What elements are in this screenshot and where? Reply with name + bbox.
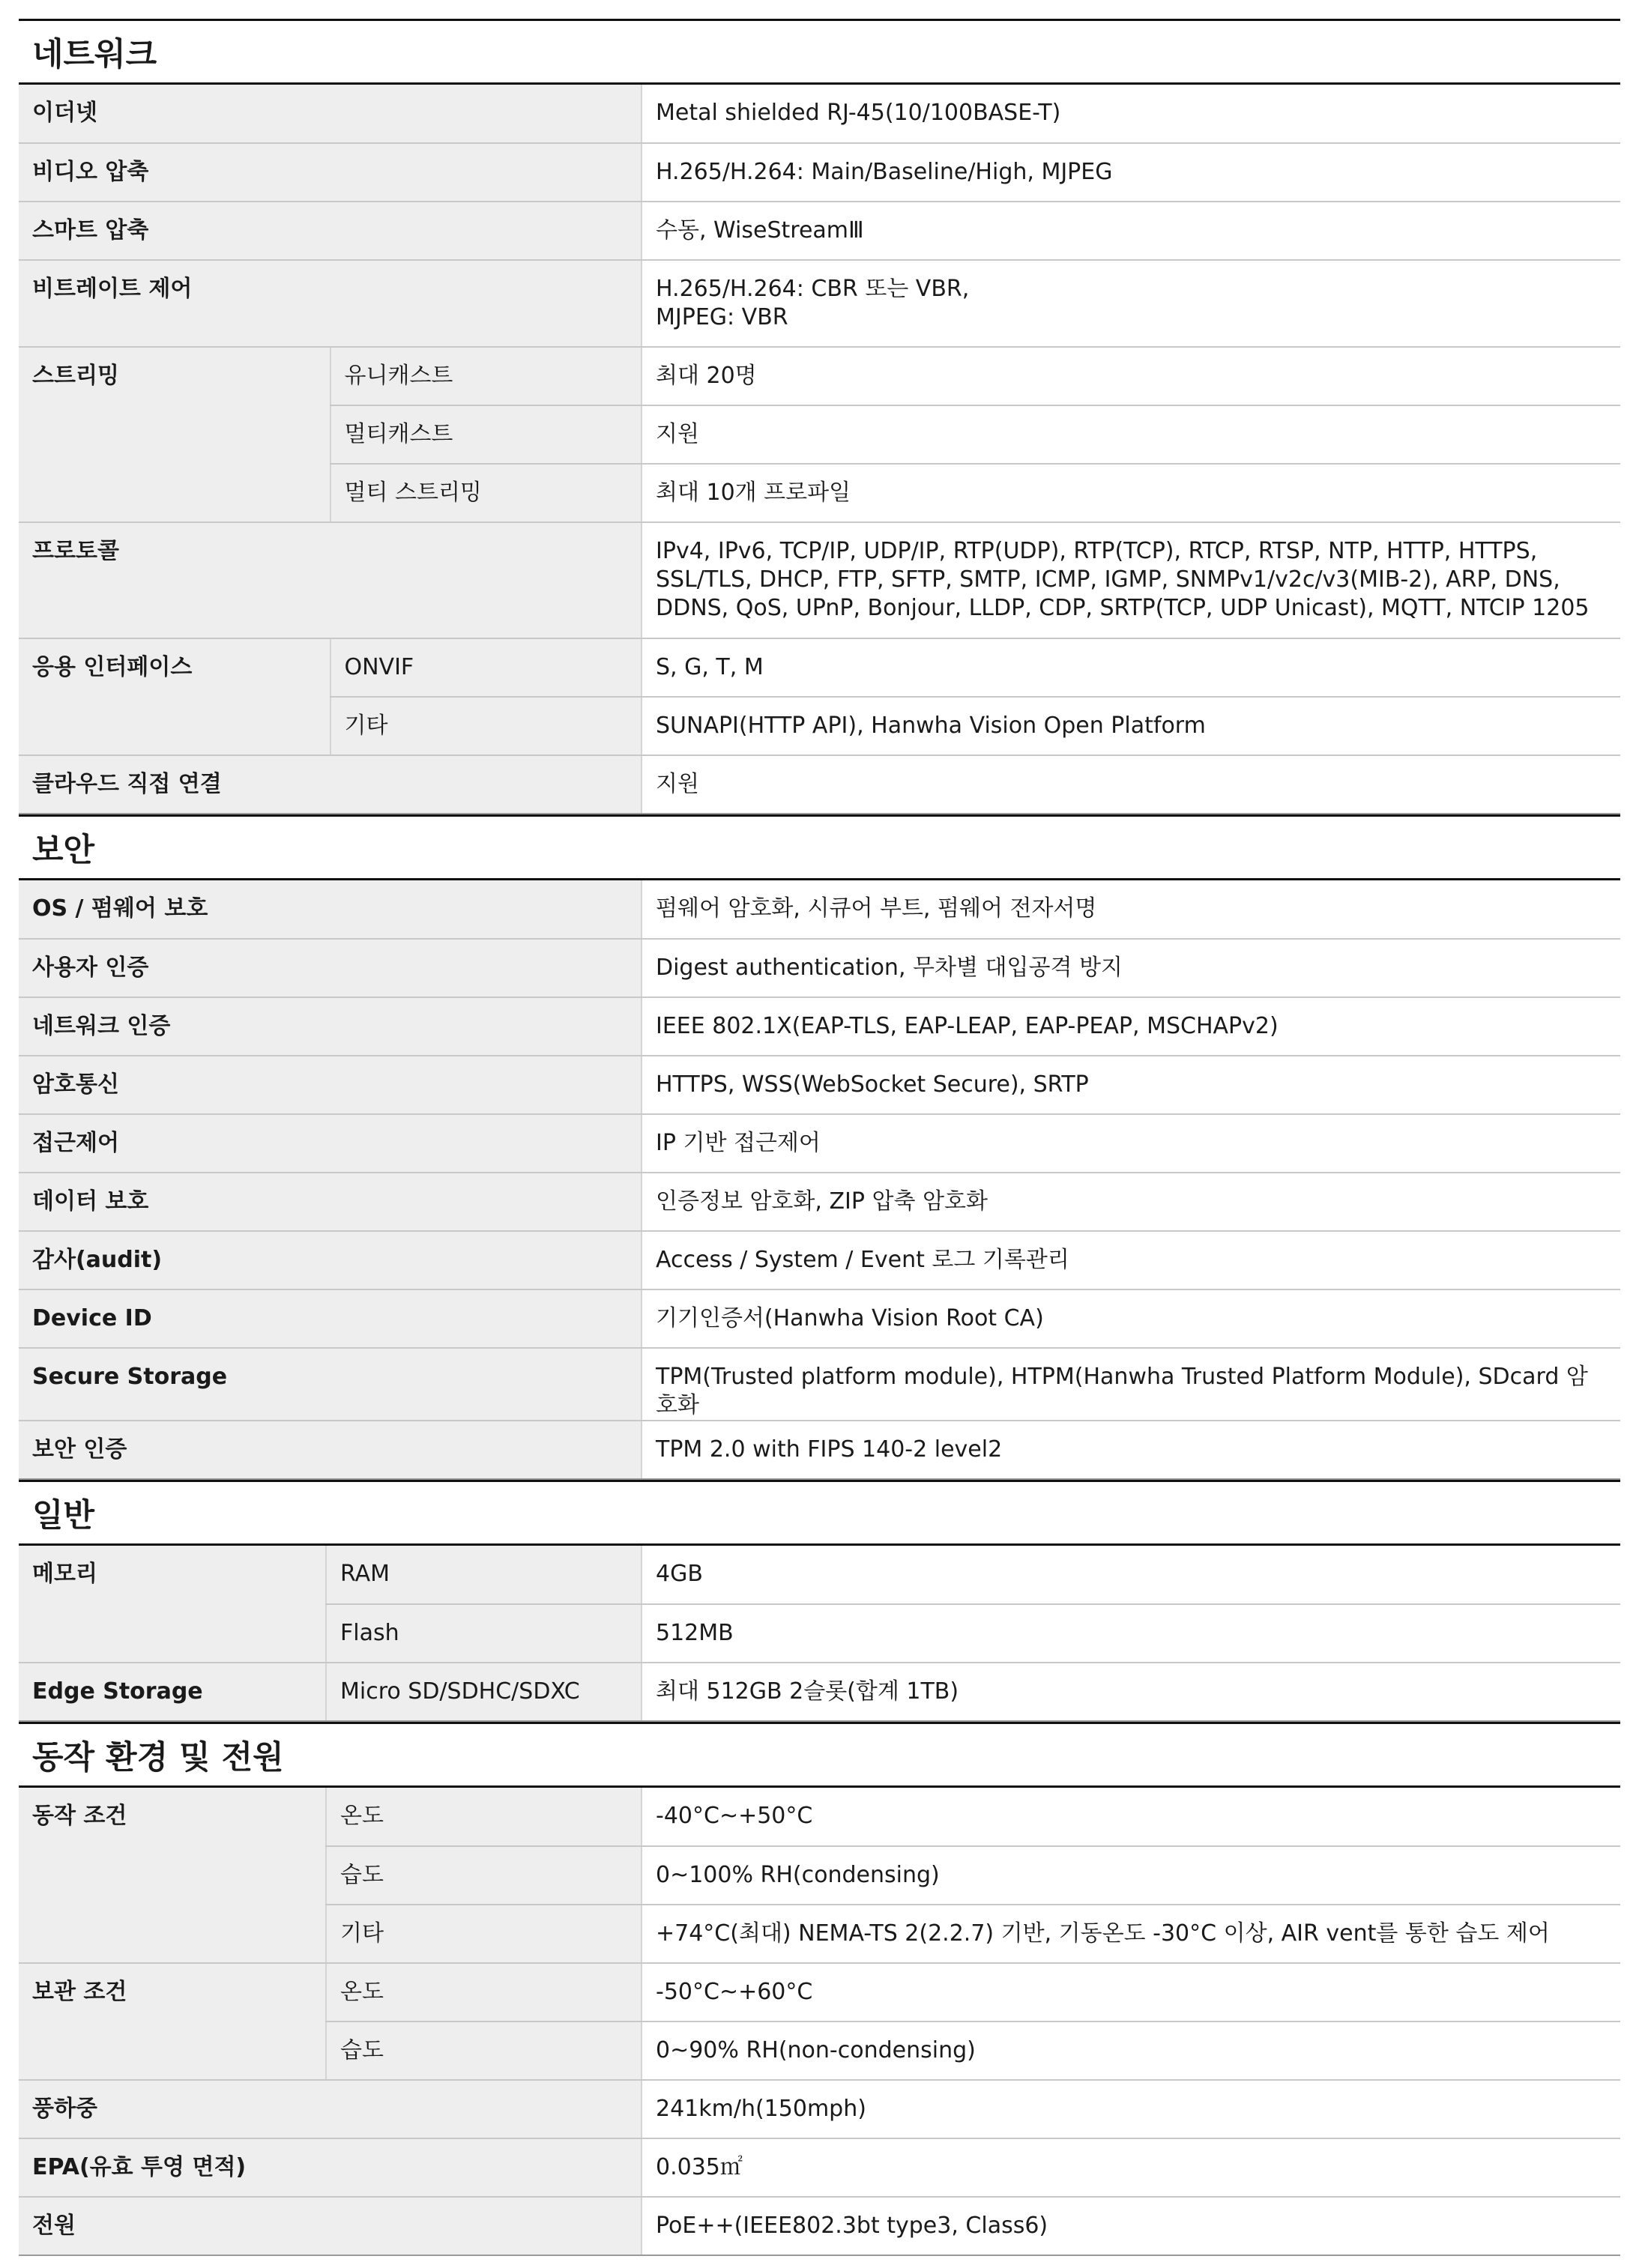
spec-value: HTTPS, WSS(WebSocket Secure), SRTP: [656, 1071, 1089, 1098]
spec-value-cell: [642, 464, 1620, 522]
spec-value-cell: [642, 1846, 1620, 1905]
spec-label: 풍하중: [19, 2080, 642, 2138]
spec-label: 메모리: [19, 1546, 326, 1663]
spec-label: Device ID: [19, 1289, 642, 1348]
spec-sublabel: 멀티캐스트: [330, 405, 642, 464]
spec-value-cell: [642, 1173, 1620, 1231]
spec-label: 접근제어: [19, 1114, 642, 1173]
spec-value: 펌웨어 암호화, 시큐어 부트, 펌웨어 전자서명: [656, 895, 1097, 922]
spec-value-cell: [642, 2080, 1620, 2138]
spec-label: Secure Storage: [19, 1348, 642, 1421]
spec-value: 241km/h(150mph): [656, 2096, 866, 2122]
spec-sublabel: 기타: [330, 697, 642, 755]
table-row: [19, 1788, 1620, 1846]
table-row: [19, 1348, 1620, 1421]
spec-sublabel: 멀티 스트리밍: [330, 464, 642, 522]
spec-label: 보관 조건: [19, 1963, 326, 2080]
spec-value-cell: [642, 202, 1620, 260]
table-row: [19, 1663, 1620, 1721]
spec-value-cell: [642, 347, 1620, 405]
table-row: [19, 202, 1620, 260]
spec-sublabel: 기타: [326, 1905, 642, 1963]
spec-value-cell: [642, 1056, 1620, 1114]
table-row: [19, 939, 1620, 997]
spec-value: IEEE 802.1X(EAP-TLS, EAP-LEAP, EAP-PEAP, MSCHAPv2): [656, 1013, 1279, 1039]
spec-sublabel: 온도: [326, 1963, 642, 2021]
spec-value-cell: [642, 85, 1620, 143]
table-row: [19, 755, 1620, 814]
table-row: [19, 1231, 1620, 1289]
spec-value-cell: [642, 2138, 1620, 2197]
spec-value: Access / System / Event 로그 기록관리: [656, 1247, 1069, 1273]
spec-sublabel: 습도: [326, 2021, 642, 2080]
spec-sublabel: 유니캐스트: [330, 347, 642, 405]
spec-value: H.265/H.264: CBR 또는 VBR, MJPEG: VBR: [656, 276, 970, 330]
spec-sublabel: 습도: [326, 1846, 642, 1905]
table-row: [19, 347, 1620, 405]
spec-value-cell: [642, 2021, 1620, 2080]
spec-label: 클라우드 직접 연결: [19, 755, 642, 814]
table-row: [19, 2080, 1620, 2138]
spec-sublabel: Flash: [326, 1604, 642, 1663]
spec-value: 지원: [656, 771, 699, 797]
spec-value: 0.035㎡: [656, 2154, 743, 2180]
spec-value-cell: [642, 143, 1620, 202]
spec-value: 최대 512GB 2슬롯(합계 1TB): [656, 1678, 959, 1705]
spec-value: 0~90% RH(non-condensing): [656, 2037, 976, 2063]
spec-value-cell: [642, 880, 1620, 939]
spec-value: SUNAPI(HTTP API), Hanwha Vision Open Platform: [656, 713, 1206, 739]
table-row: [19, 1963, 1620, 2021]
spec-value: 지원: [656, 421, 699, 447]
spec-value-cell: [642, 522, 1620, 638]
spec-label: 전원: [19, 2197, 642, 2255]
spec-label: 스트리밍: [19, 347, 330, 522]
spec-sublabel: Micro SD/SDHC/SDXC: [326, 1663, 642, 1721]
spec-table: [19, 1788, 1620, 2256]
spec-table: [19, 85, 1620, 814]
spec-value-cell: [642, 405, 1620, 464]
spec-value: +74°C(최대) NEMA-TS 2(2.2.7) 기반, 기동온도 -30°C 이상, AIR vent를 통한 습도 제어: [656, 1920, 1550, 1947]
spec-value: Metal shielded RJ-45(10/100BASE-T): [656, 100, 1061, 126]
spec-label: 비디오 압축: [19, 143, 642, 202]
spec-label: 응용 인터페이스: [19, 638, 330, 755]
spec-value-cell: [642, 755, 1620, 814]
spec-value: 4GB: [656, 1561, 703, 1587]
spec-value-cell: [642, 1348, 1620, 1421]
spec-value-cell: [642, 1421, 1620, 1479]
spec-value: 0~100% RH(condensing): [656, 1862, 940, 1888]
spec-value-cell: [642, 697, 1620, 755]
spec-value-cell: [642, 638, 1620, 697]
section-title: 보안: [19, 814, 1620, 880]
spec-value: IPv4, IPv6, TCP/IP, UDP/IP, RTP(UDP), RTP(TCP), RTCP, RTSP, NTP, HTTP, HTTPS, SSL/TLS, DHCP, FTP, SFTP, SMTP, ICMP, IGMP, SNMPv1/v2c/v3(MIB-2), ARP, DNS, DDNS, QoS, UPnP, Bonjour, LLDP, CDP, SRTP(TCP, UDP Unicast), MQTT, NTCIP 1205: [656, 538, 1590, 621]
spec-value: 인증정보 암호화, ZIP 압축 암호화: [656, 1188, 988, 1215]
spec-sublabel: 온도: [326, 1788, 642, 1846]
spec-value: -50°C~+60°C: [656, 1979, 813, 2005]
table-row: [19, 997, 1620, 1056]
spec-label: 비트레이트 제어: [19, 260, 642, 347]
spec-sublabel: RAM: [326, 1546, 642, 1604]
spec-value-cell: [642, 260, 1620, 347]
spec-value-cell: [642, 1604, 1620, 1663]
spec-label: 프로토콜: [19, 522, 642, 638]
table-row: [19, 638, 1620, 697]
spec-value: 최대 20명: [656, 363, 757, 389]
spec-label: 보안 인증: [19, 1421, 642, 1479]
spec-value-cell: [642, 939, 1620, 997]
table-row: [19, 1173, 1620, 1231]
spec-value: TPM(Trusted platform module), HTPM(Hanwha Trusted Platform Module), SDcard 암호화: [656, 1364, 1588, 1418]
table-row: [19, 522, 1620, 638]
table-row: [19, 260, 1620, 347]
section-title: 네트워크: [19, 19, 1620, 85]
spec-value: 최대 10개 프로파일: [656, 480, 851, 506]
spec-table: [19, 880, 1620, 1480]
spec-label: 네트워크 인증: [19, 997, 642, 1056]
spec-value-cell: [642, 2197, 1620, 2255]
spec-value: Digest authentication, 무차별 대입공격 방지: [656, 955, 1123, 981]
spec-table: [19, 1546, 1620, 1722]
section-title: 일반: [19, 1480, 1620, 1546]
table-row: [19, 2138, 1620, 2197]
spec-value: 512MB: [656, 1620, 734, 1646]
spec-label: 사용자 인증: [19, 939, 642, 997]
spec-value-cell: [642, 1963, 1620, 2021]
spec-value-cell: [642, 1289, 1620, 1348]
spec-value-cell: [642, 1905, 1620, 1963]
spec-value: TPM 2.0 with FIPS 140-2 level2: [656, 1436, 1003, 1463]
table-row: [19, 143, 1620, 202]
table-row: [19, 85, 1620, 143]
spec-value-cell: [642, 1663, 1620, 1721]
spec-value: PoE++(IEEE802.3bt type3, Class6): [656, 2213, 1048, 2239]
table-row: [19, 1546, 1620, 1604]
spec-label: EPA(유효 투영 면적): [19, 2138, 642, 2197]
spec-label: 감사(audit): [19, 1231, 642, 1289]
spec-value: -40°C~+50°C: [656, 1803, 813, 1829]
spec-label: OS / 펌웨어 보호: [19, 880, 642, 939]
spec-value-cell: [642, 997, 1620, 1056]
spec-label: 스마트 압축: [19, 202, 642, 260]
spec-value: 수동, WiseStreamⅢ: [656, 217, 864, 244]
spec-value-cell: [642, 1231, 1620, 1289]
spec-value-cell: [642, 1788, 1620, 1846]
spec-value: H.265/H.264: Main/Baseline/High, MJPEG: [656, 159, 1113, 185]
spec-label: 데이터 보호: [19, 1173, 642, 1231]
table-row: [19, 1056, 1620, 1114]
spec-label: 동작 조건: [19, 1788, 326, 1963]
spec-value: IP 기반 접근제어: [656, 1130, 821, 1156]
spec-label: 이더넷: [19, 85, 642, 143]
spec-value-cell: [642, 1546, 1620, 1604]
spec-value: S, G, T, M: [656, 654, 764, 680]
spec-sheet: [19, 19, 1620, 2256]
table-row: [19, 1289, 1620, 1348]
spec-value: 기기인증서(Hanwha Vision Root CA): [656, 1305, 1044, 1331]
spec-sublabel: ONVIF: [330, 638, 642, 697]
spec-label: 암호통신: [19, 1056, 642, 1114]
table-row: [19, 1114, 1620, 1173]
spec-label: Edge Storage: [19, 1663, 326, 1721]
spec-value-cell: [642, 1114, 1620, 1173]
table-row: [19, 1421, 1620, 1479]
table-row: [19, 2197, 1620, 2255]
section-title: 동작 환경 및 전원: [19, 1722, 1620, 1788]
table-row: [19, 880, 1620, 939]
